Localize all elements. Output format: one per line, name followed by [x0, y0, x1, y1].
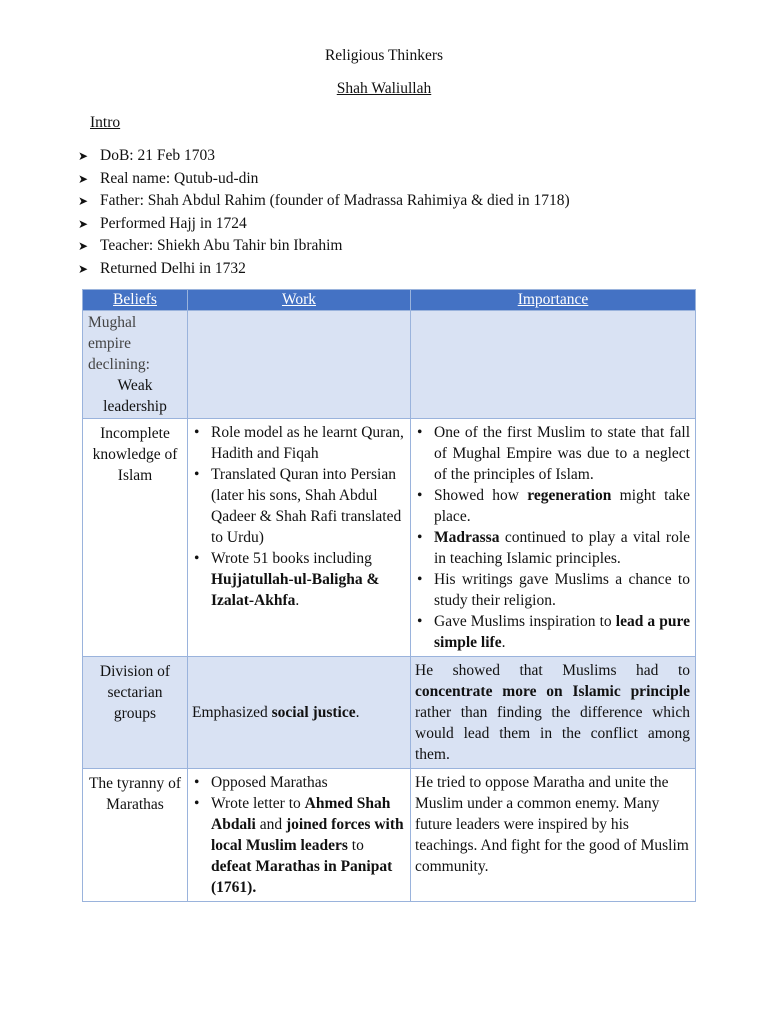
intro-item: ➤ Teacher: Shiekh Abu Tahir bin Ibrahim: [78, 235, 570, 258]
belief-cell: The tyranny of Marathas: [83, 769, 188, 902]
arrow-bullet-icon: ➤: [78, 171, 89, 186]
importance-cell: He showed that Muslims had to concentrate more on Islamic principle rather than finding the difference which would lead them in the conflict among them.: [411, 657, 696, 769]
document-subtitle: Shah Waliullah: [336, 80, 432, 97]
list-item: • One of the first Muslim to state that fall of Mughal Empire was due to a neglect of the principles of Islam.: [434, 422, 690, 485]
intro-item: ➤ Real name: Qutub-ud-din: [78, 168, 570, 191]
intro-item: ➤ Returned Delhi in 1732: [78, 258, 570, 281]
arrow-bullet-icon: ➤: [78, 149, 89, 163]
list-item: • Opposed Marathas: [211, 772, 405, 793]
importance-cell: [411, 419, 696, 657]
intro-list: [78, 145, 570, 281]
belief-cell: [83, 311, 188, 419]
arrow-bullet-icon: ➤: [78, 261, 89, 276]
list-item: • Gave Muslims inspiration to lead a pure simple life.: [434, 611, 690, 653]
table-row: [83, 769, 696, 902]
intro-item: ➤ DoB: 21 Feb 1703: [78, 145, 570, 168]
list-item: • Role model as he learnt Quran, Hadith and Fiqah: [211, 422, 405, 464]
table-row: [83, 657, 696, 769]
work-cell: [188, 419, 411, 657]
arrow-bullet-icon: ➤: [78, 239, 89, 254]
belief-cell: Division of sectarian groups: [83, 657, 188, 769]
intro-item: ➤ Father: Shah Abdul Rahim (founder of Madrassa Rahimiya & died in 1718): [78, 190, 570, 213]
importance-cell: He tried to oppose Maratha and unite the Muslim under a common enemy. Many future leaders were inspired by his teachings. And fight for the good of Muslim community.: [411, 769, 696, 902]
work-cell: Emphasized social justice.: [188, 657, 411, 769]
list-item: • Wrote 51 books including Hujjatullah-ul-Baligha & Izalat-Akhfa.: [211, 548, 405, 611]
work-cell: [188, 769, 411, 902]
belief-heading: Mughal empire declining:: [88, 314, 150, 373]
header-importance: Importance: [411, 290, 696, 311]
intro-heading: Intro: [90, 114, 121, 131]
list-item: • Showed how regeneration might take place.: [434, 485, 690, 527]
header-work: Work: [188, 290, 411, 311]
arrow-bullet-icon: ➤: [78, 216, 89, 231]
table-row: [83, 419, 696, 657]
list-item: • His writings gave Muslims a chance to study their religion.: [434, 569, 690, 611]
list-item: • Madrassa continued to play a vital role in teaching Islamic principles.: [434, 527, 690, 569]
beliefs-table: [82, 289, 696, 902]
arrow-bullet-icon: ➤: [78, 194, 89, 209]
document-title: Religious Thinkers: [324, 47, 444, 64]
list-item: • Translated Quran into Persian (later his sons, Shah Abdul Qadeer & Shah Rafi translated to Urdu): [211, 464, 405, 548]
list-item: • Wrote letter to Ahmed Shah Abdali and joined forces with local Muslim leaders to defeat Marathas in Panipat (1761).: [211, 793, 405, 898]
intro-item: ➤ Performed Hajj in 1724: [78, 213, 570, 236]
belief-cell: Incomplete knowledge of Islam: [83, 419, 188, 657]
belief-subheading: Weak leadership: [103, 377, 167, 415]
work-cell: [188, 311, 411, 419]
table-row: [83, 311, 696, 419]
table-header-row: [83, 290, 696, 311]
header-beliefs: Beliefs: [83, 290, 188, 311]
importance-cell: [411, 311, 696, 419]
